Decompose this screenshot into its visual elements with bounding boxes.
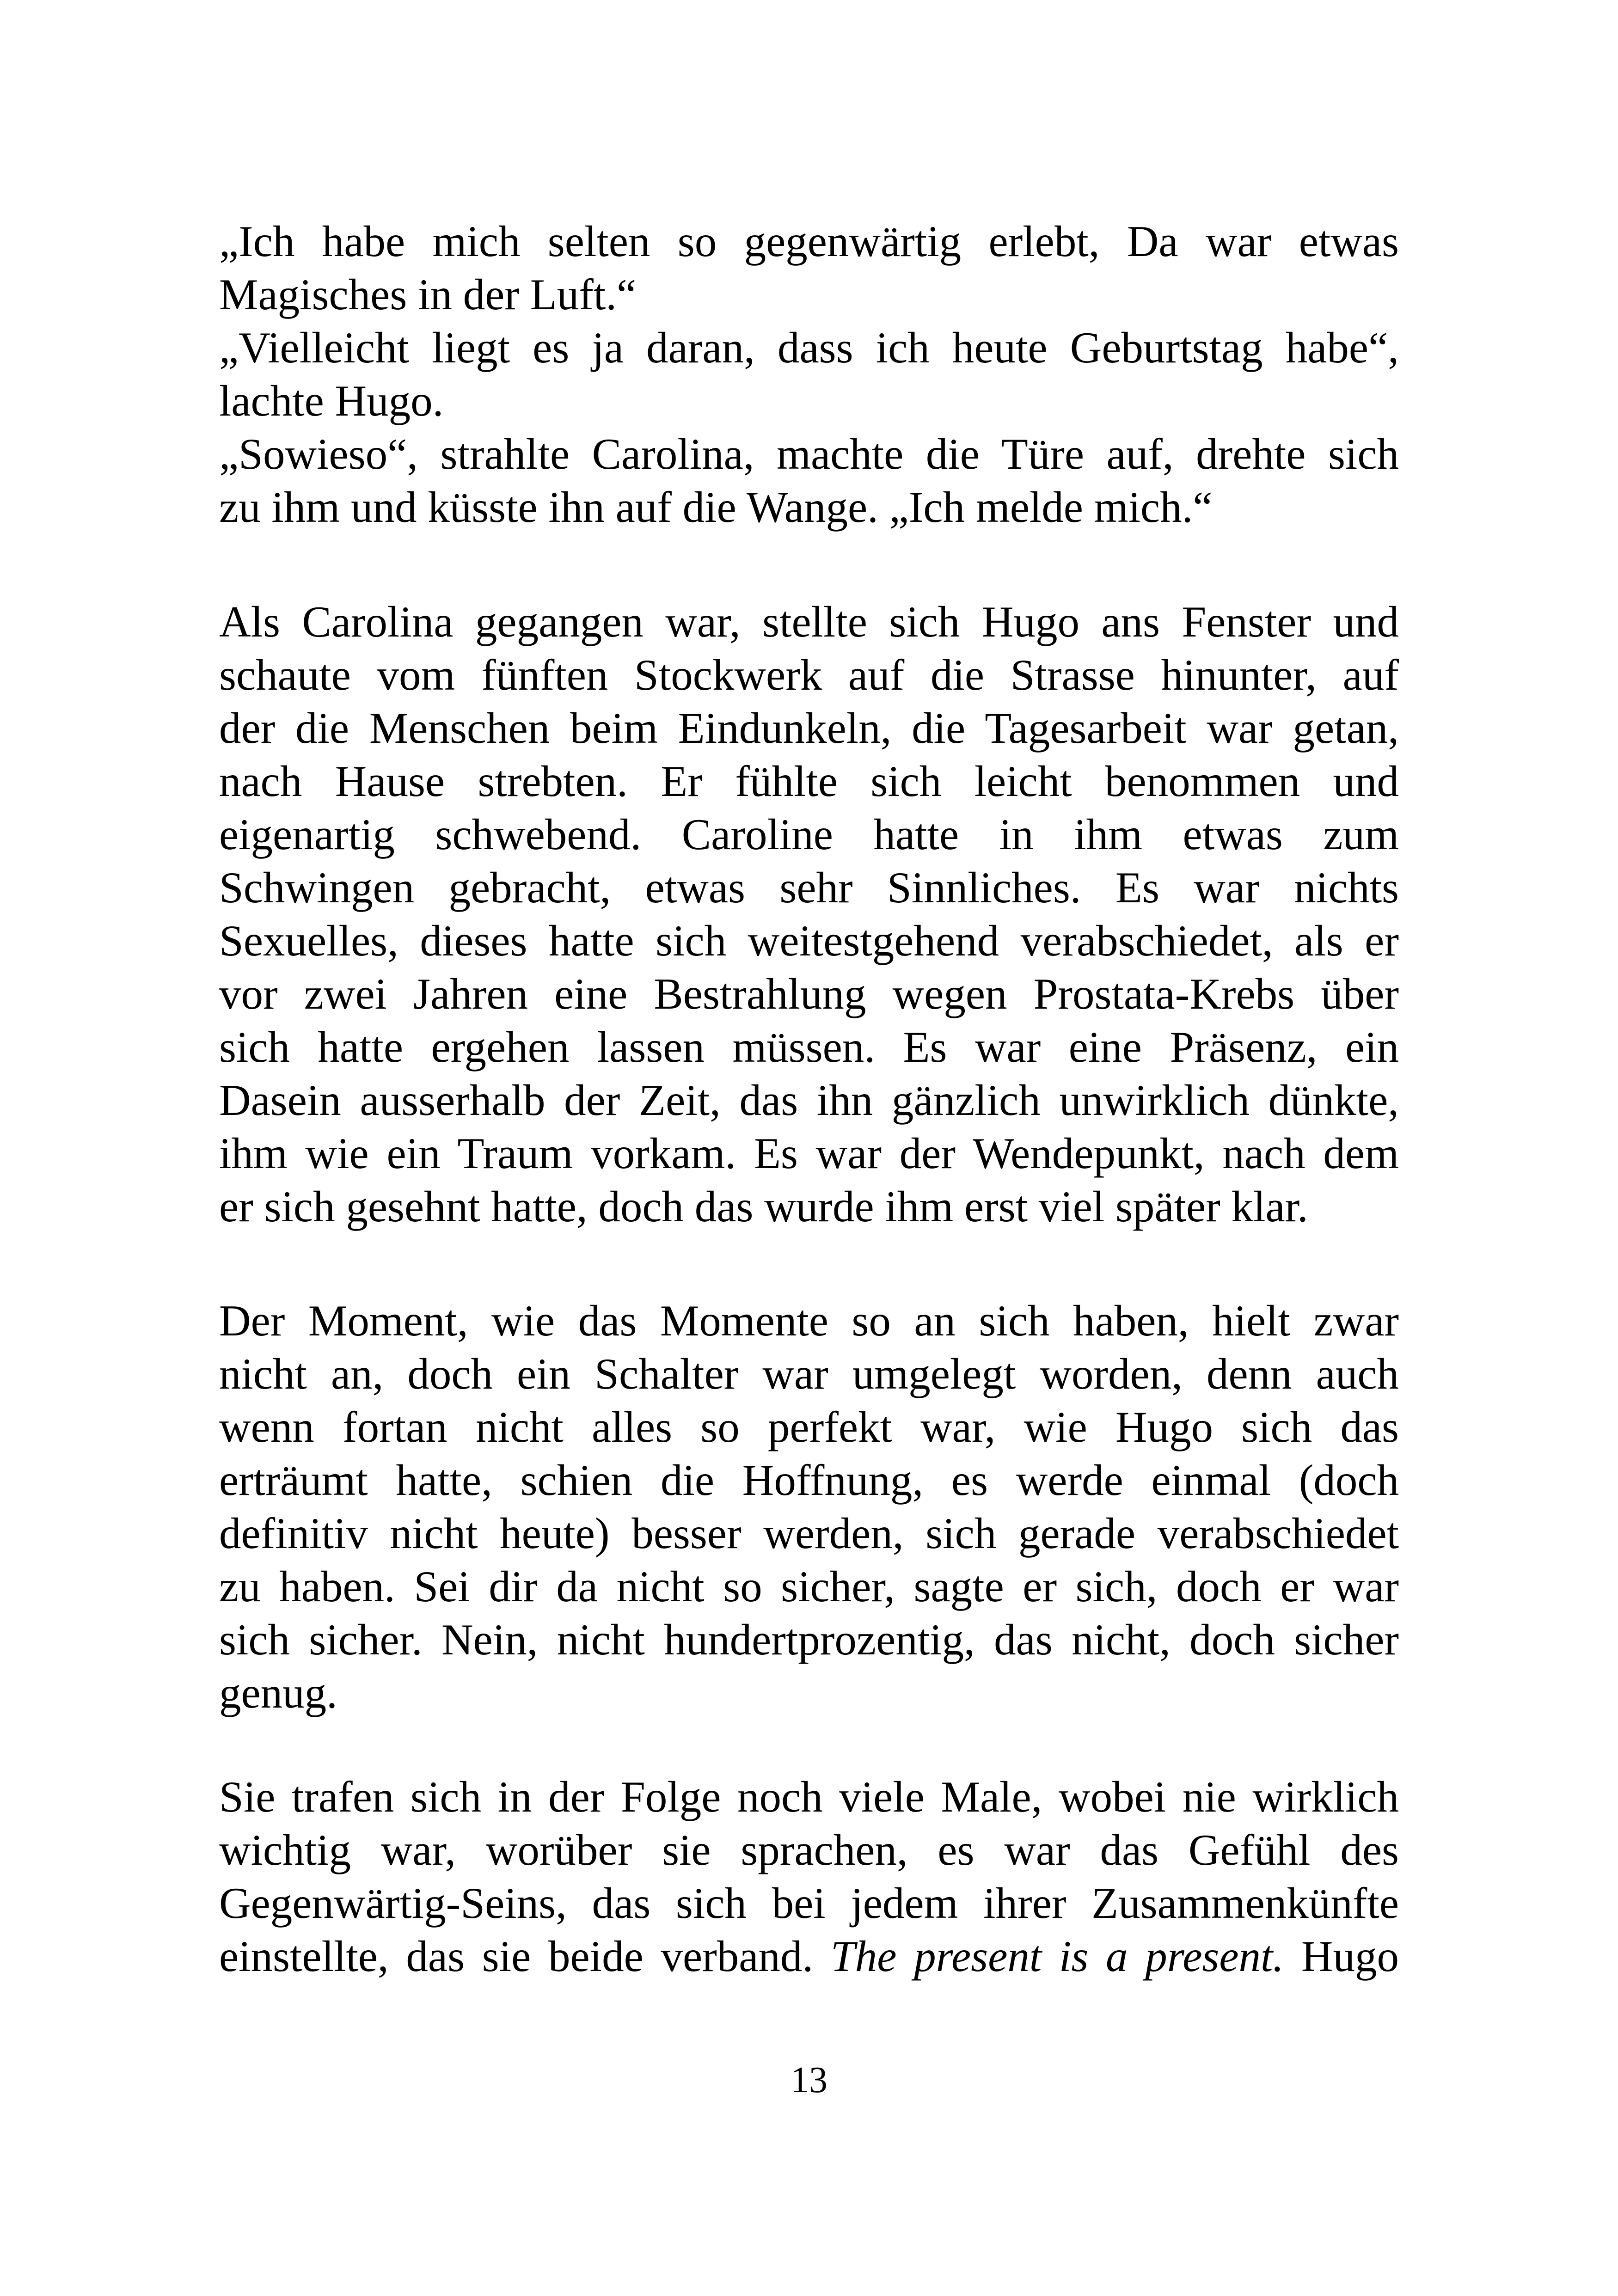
text-line: Schwingen gebracht, etwas sehr Sinnliches. Es war nichts xyxy=(219,863,1399,912)
text-line: lachte Hugo. xyxy=(219,376,444,425)
text-line: sich hatte ergehen lassen müssen. Es war eine Präsenz, ein xyxy=(219,1022,1399,1071)
text-line: eigenartig schwebend. Caroline hatte in ihm etwas zum xyxy=(219,810,1399,859)
paragraph-dialogue xyxy=(219,215,1399,534)
text-line: „Sowieso“, strahlte Carolina, machte die Türe auf, drehte sich xyxy=(219,429,1399,478)
text-line: Als Carolina gegangen war, stellte sich Hugo ans Fenster und xyxy=(219,597,1399,646)
paragraph-window xyxy=(219,595,1399,1233)
text-line: ihm wie ein Traum vorkam. Es war der Wendepunkt, nach dem xyxy=(219,1129,1399,1178)
text-line: wichtig war, worüber sie sprachen, es war das Gefühl des xyxy=(219,1825,1399,1874)
text-line: nach Hause strebten. Er fühlte sich leicht benommen und xyxy=(219,757,1399,806)
page-number: 13 xyxy=(791,2060,827,2100)
text-line: er sich gesehnt hatte, doch das wurde ihm erst viel später klar. xyxy=(219,1182,1308,1231)
text-line: genug. xyxy=(219,1668,337,1717)
text-line: schaute vom fünften Stockwerk auf die Strasse hinunter, auf xyxy=(219,650,1399,699)
paragraph-moment xyxy=(219,1294,1399,1720)
paragraph-meetings xyxy=(219,1770,1399,1983)
text-line: erträumt hatte, schien die Hoffnung, es werde einmal (doch xyxy=(219,1456,1399,1505)
text-line: Sexuelles, dieses hatte sich weitestgehend verabschiedet, als er xyxy=(219,916,1399,965)
text-line: sich sicher. Nein, nicht hundertprozentig, das nicht, doch sicher xyxy=(219,1615,1399,1664)
italic-phrase: The present is a present. xyxy=(830,1932,1284,1981)
text-line: vor zwei Jahren eine Bestrahlung wegen Prostata-Krebs über xyxy=(219,969,1399,1018)
text-line: nicht an, doch ein Schalter war umgelegt worden, denn auch xyxy=(219,1349,1399,1398)
text-line-final xyxy=(219,1930,1399,1983)
text-line: zu haben. Sei dir da nicht so sicher, sagte er sich, doch er war xyxy=(219,1562,1399,1611)
text-line: definitiv nicht heute) besser werden, sich gerade verabschiedet xyxy=(219,1509,1399,1558)
text-line: der die Menschen beim Eindunkeln, die Tagesarbeit war getan, xyxy=(219,704,1399,753)
text-segment: einstellte, das sie beide verband. xyxy=(219,1932,831,1981)
text-line: Dasein ausserhalb der Zeit, das ihn gänzlich unwirklich dünkte, xyxy=(219,1076,1399,1125)
text-line: zu ihm und küsste ihn auf die Wange. „Ich melde mich.“ xyxy=(219,483,1213,532)
text-line: Magisches in der Luft.“ xyxy=(219,270,637,319)
text-segment: Hugo xyxy=(1284,1932,1399,1981)
text-line: Sie trafen sich in der Folge noch viele Male, wobei nie wirklich xyxy=(219,1772,1399,1821)
text-line: wenn fortan nicht alles so perfekt war, wie Hugo sich das xyxy=(219,1402,1399,1451)
text-line: Gegenwärtig-Seins, das sich bei jedem ihrer Zusammenkünfte xyxy=(219,1879,1399,1928)
text-line: Der Moment, wie das Momente so an sich haben, hielt zwar xyxy=(219,1296,1399,1345)
text-line: „Ich habe mich selten so gegenwärtig erlebt, Da war etwas xyxy=(219,217,1399,266)
text-line: „Vielleicht liegt es ja daran, dass ich heute Geburtstag habe“, xyxy=(219,323,1399,372)
